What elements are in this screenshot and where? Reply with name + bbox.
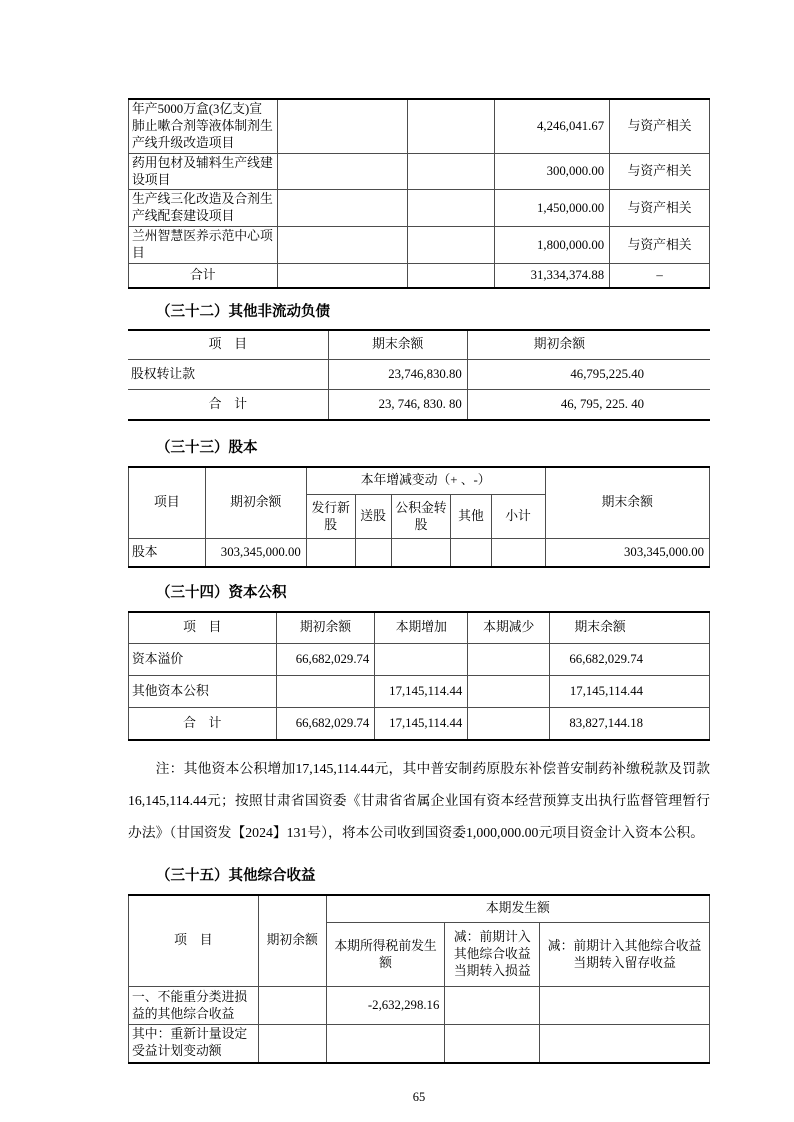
total-row [129, 264, 710, 288]
opening-balance-cell: 46,795,225.40 [467, 360, 710, 390]
empty-cell [276, 676, 375, 708]
total-label-cell: 合 计 [129, 708, 277, 740]
empty-cell [326, 1025, 445, 1063]
empty-cell [277, 190, 408, 227]
capital-reserve-note: 注：其他资本公积增加17,145,114.44元，其中普安制药原股东补偿普安制药补缴税款及罚款16,145,114.44元；按照甘肃省国资委《甘肃省省属企业国有资本经营预算支出执行监督管理暂行办法》（甘国资发【2024】131号），将本公司收到国资委1,000,000.00元项目资金计入资本公积。 [128, 760, 710, 840]
column-header-other: 其他 [451, 495, 491, 539]
opening-balance-cell: 303,345,000.00 [205, 539, 306, 567]
table-row [129, 987, 710, 1025]
total-closing-cell: 83,827,144.18 [550, 708, 710, 740]
column-header-pretax: 本期所得税前发生额 [326, 923, 445, 987]
empty-cell [468, 676, 550, 708]
empty-cell [391, 539, 451, 567]
empty-cell [408, 264, 495, 288]
relation-cell: 与资产相关 [610, 190, 710, 227]
share-capital-table [128, 466, 710, 568]
amount-cell: 300,000.00 [495, 153, 610, 190]
header-row [129, 467, 710, 495]
column-header-item: 项 目 [129, 612, 277, 644]
capital-reserve-table [128, 611, 710, 741]
item-cell: 其他资本公积 [129, 676, 277, 708]
total-relation-cell: – [610, 264, 710, 288]
page-number: 65 [412, 1089, 426, 1104]
other-comprehensive-income-table [128, 894, 710, 1064]
empty-cell [258, 1025, 326, 1063]
project-name-cell: 药用包材及辅料生产线建设项目 [129, 153, 278, 190]
item-cell: 一、不能重分类进损益的其他综合收益 [129, 987, 259, 1025]
empty-cell [277, 99, 408, 153]
column-header-increase: 本期增加 [375, 612, 468, 644]
empty-cell [445, 987, 540, 1025]
empty-cell [258, 987, 326, 1025]
empty-cell [408, 99, 495, 153]
column-header-less-to-retained: 减：前期计入其他综合收益当期转入留存收益 [540, 923, 710, 987]
column-header-closing: 期末余额 [328, 330, 467, 360]
empty-cell [355, 539, 391, 567]
total-row [129, 708, 710, 740]
total-opening-cell: 46, 795, 225. 40 [467, 390, 710, 420]
relation-cell: 与资产相关 [610, 227, 710, 264]
table-row [129, 190, 710, 227]
section-heading-35: （三十五）其他综合收益 [156, 867, 316, 884]
relation-cell: 与资产相关 [610, 153, 710, 190]
closing-balance-cell: 23,746,830.80 [328, 360, 467, 390]
table-row [129, 676, 710, 708]
item-cell: 股本 [129, 539, 206, 567]
amount-cell: 1,800,000.00 [495, 227, 610, 264]
total-opening-cell: 66,682,029.74 [276, 708, 375, 740]
section-heading-32: （三十二）其他非流动负债 [156, 303, 330, 320]
empty-cell [451, 539, 491, 567]
total-closing-cell: 23, 746, 830. 80 [328, 390, 467, 420]
item-cell: 股权转让款 [128, 360, 328, 390]
empty-cell [306, 539, 355, 567]
empty-cell [540, 1025, 710, 1063]
column-header-reserve-to-shares: 公积金转股 [391, 495, 451, 539]
total-label-cell: 合计 [129, 264, 278, 288]
project-name-cell: 生产线三化改造及合剂生产线配套建设项目 [129, 190, 278, 227]
column-header-opening: 期初余额 [258, 895, 326, 987]
section-heading-34: （三十四）资本公积 [156, 584, 287, 601]
column-header-less-to-pl: 减：前期计入其他综合收益当期转入损益 [445, 923, 540, 987]
empty-cell [277, 153, 408, 190]
table-row [129, 539, 710, 567]
empty-cell [277, 264, 408, 288]
relation-cell: 与资产相关 [610, 99, 710, 153]
opening-balance-cell: 66,682,029.74 [276, 644, 375, 676]
total-increase-cell: 17,145,114.44 [375, 708, 468, 740]
header-row [129, 612, 710, 644]
table-row [129, 227, 710, 264]
table-row [128, 360, 710, 390]
column-header-opening: 期初余额 [205, 467, 306, 539]
table-row [129, 99, 710, 153]
capex-projects-table [128, 98, 710, 289]
empty-cell [468, 644, 550, 676]
amount-cell: 4,246,041.67 [495, 99, 610, 153]
total-row [128, 390, 710, 420]
header-row [128, 330, 710, 360]
table-row [129, 644, 710, 676]
column-header-bonus-shares: 送股 [355, 495, 391, 539]
empty-cell [408, 227, 495, 264]
empty-cell [277, 227, 408, 264]
other-noncurrent-liabilities-table [128, 329, 710, 421]
closing-balance-cell: 66,682,029.74 [550, 644, 710, 676]
increase-cell: 17,145,114.44 [375, 676, 468, 708]
empty-cell [540, 987, 710, 1025]
pretax-amount-cell: -2,632,298.16 [326, 987, 445, 1025]
column-header-item: 项目 [129, 467, 206, 539]
table-row [129, 1025, 710, 1063]
column-header-subtotal: 小计 [491, 495, 545, 539]
column-header-item: 项 目 [129, 895, 259, 987]
section-heading-33: （三十三）股本 [156, 439, 258, 456]
column-header-closing: 期末余额 [545, 467, 709, 539]
header-row [129, 895, 710, 923]
empty-cell [408, 153, 495, 190]
project-name-cell: 年产5000万盒(3亿支)宣肺止嗽合剂等液体制剂生产线升级改造项目 [129, 99, 278, 153]
column-header-current-group: 本期发生额 [326, 895, 709, 923]
column-header-item: 项 目 [128, 330, 328, 360]
empty-cell [445, 1025, 540, 1063]
empty-cell [408, 190, 495, 227]
item-cell: 资本溢价 [129, 644, 277, 676]
total-amount-cell: 31,334,374.88 [495, 264, 610, 288]
column-header-change-group: 本年增减变动（+ 、-） [306, 467, 545, 495]
column-header-opening: 期初余额 [276, 612, 375, 644]
column-header-closing: 期末余额 [550, 612, 710, 644]
closing-balance-cell: 303,345,000.00 [545, 539, 709, 567]
closing-balance-cell: 17,145,114.44 [550, 676, 710, 708]
table-row [129, 153, 710, 190]
empty-cell [491, 539, 545, 567]
amount-cell: 1,450,000.00 [495, 190, 610, 227]
project-name-cell: 兰州智慧医养示范中心项目 [129, 227, 278, 264]
column-header-decrease: 本期减少 [468, 612, 550, 644]
empty-cell [468, 708, 550, 740]
column-header-new-issue: 发行新股 [306, 495, 355, 539]
empty-cell [375, 644, 468, 676]
total-label-cell: 合 计 [128, 390, 328, 420]
item-cell: 其中：重新计量设定受益计划变动额 [129, 1025, 259, 1063]
page-content [128, 0, 710, 1105]
column-header-opening: 期初余额 [467, 330, 710, 360]
